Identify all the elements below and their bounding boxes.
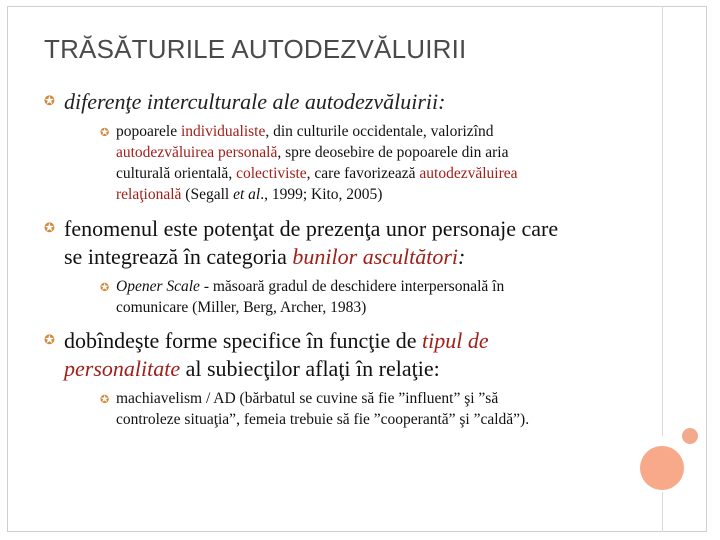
decor-circle-small [682, 428, 698, 444]
point2-sub-line2: comunicare (Miller, Berg, Archer, 1983) [116, 299, 367, 316]
bullet-icon: ✪ [44, 221, 55, 236]
point1-sub-line1: popoarele individualiste, din culturile occidentale, valorizînd [116, 123, 494, 140]
point3-sub-line2: controleze situaţia”, femeia trebuie să fie ”cooperantă” şi ”caldă”). [116, 411, 530, 428]
point1-sub-line2: autodezvăluirea personală, spre deosebire de popoarele din aria [116, 144, 509, 161]
point3-line1: dobîndeşte forme specifice în funcţie de tipul de [64, 328, 489, 353]
point2-line2: se integrează în categoria bunilor ascultători: [64, 244, 466, 269]
slide-title: TRĂSĂTURILE AUTODEZVĂLUIRII [44, 34, 467, 64]
point3-sub-line1: machiavelism / AD (bărbatul se cuvine să fie ”influent” şi ”să [116, 390, 499, 407]
bullet-icon: ✪ [100, 126, 110, 139]
point2-sub-line1: Opener Scale - măsoară gradul de deschidere interpersonală în [116, 278, 505, 295]
decor-rule-top [662, 6, 663, 436]
point1-heading: diferenţe interculturale ale autodezvăluirii: [64, 89, 446, 114]
decor-circle-large [640, 446, 684, 490]
decor-rule-bottom [662, 492, 663, 532]
point1-sub-line4: relaţională (Segall et al., 1999; Kito, 2005) [116, 186, 383, 203]
point1-sub-line3: culturală orientală, colectiviste, care favorizează autodezvăluirea [116, 165, 518, 182]
point3-line2: personalitate al subiecţilor aflaţi în relaţie: [64, 356, 440, 381]
bullet-icon: ✪ [44, 94, 55, 109]
bullet-icon: ✪ [44, 333, 55, 348]
bullet-icon: ✪ [100, 393, 110, 406]
point2-line1: fenomenul este potenţat de prezenţa unor personaje care [64, 216, 559, 241]
bullet-icon: ✪ [100, 281, 110, 294]
